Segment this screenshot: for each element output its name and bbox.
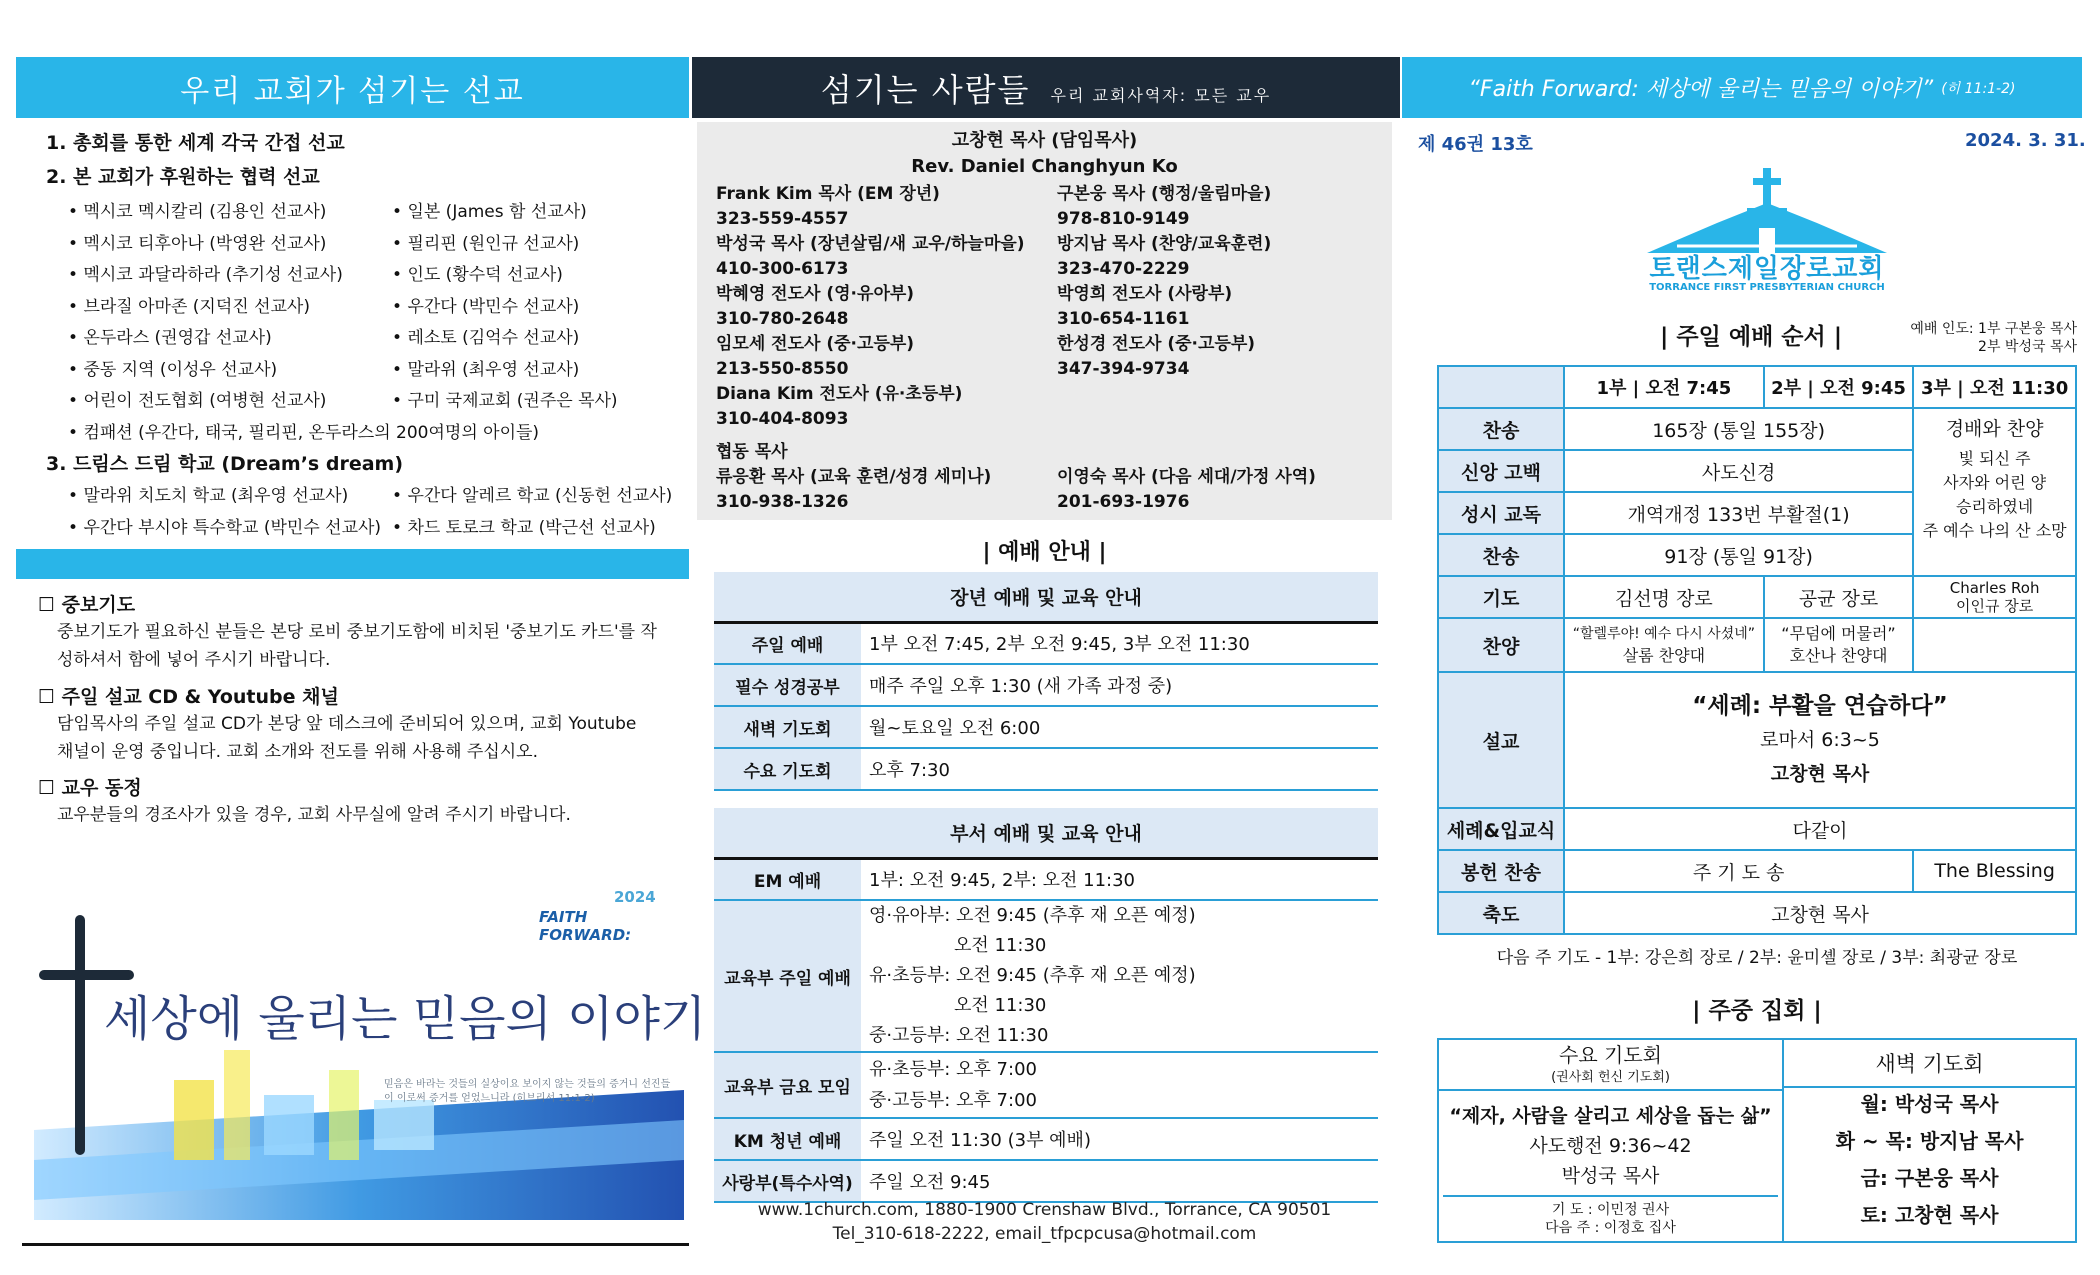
dawn-leader: 토: 고창현 목사 <box>1860 1203 1999 1227</box>
table-row <box>1438 618 2076 672</box>
list-item: • 우간다 부시야 특수학교 (박민수 선교사) <box>68 513 381 545</box>
row-value: 165장 (통일 155장) <box>1564 408 1913 450</box>
row-value: 1부 오전 7:45, 2부 오전 9:45, 3부 오전 11:30 <box>861 622 1378 664</box>
staff-phone: 347-394-9734 <box>1057 359 1190 379</box>
list-item: • 컴패션 (우간다, 태국, 필리핀, 온두라스의 200여명의 아이들) <box>68 418 539 450</box>
row-value: 고창현 목사 <box>1564 892 2076 934</box>
row-value: 1부: 오전 9:45, 2부: 오전 11:30 <box>861 858 1378 900</box>
wed-title: 수요 기도회 <box>1559 1043 1662 1067</box>
banner-title: 세상에 울리는 믿음의 이야기 <box>104 991 707 1047</box>
wed-sub: (권사회 헌신 기도회) <box>1551 1070 1670 1085</box>
list-item: • 필리핀 (원인규 선교사) <box>392 229 618 261</box>
row-value: 주일 오전 9:45 <box>861 1160 1378 1202</box>
service-1: 1부 | 오전 7:45 <box>1564 366 1764 408</box>
banner-year: 2024 <box>614 888 656 906</box>
dawn-title: 새벽 기도회 <box>1784 1040 2075 1088</box>
table-row <box>714 706 1378 748</box>
volume: 제 46권 13호 <box>1418 134 1533 155</box>
row-key: 찬송 <box>1438 408 1564 450</box>
schedule-line: 오전 11:30 <box>954 935 1047 956</box>
staff-phone: 310-404-8093 <box>716 409 849 429</box>
list-item: • 멕시코 티후아나 (박영완 선교사) <box>68 229 539 261</box>
right-header: “Faith Forward: 세상에 울리는 믿음의 이야기” (히 11:1-2) <box>1402 57 2082 118</box>
row-key: 사랑부(특수사역) <box>714 1160 861 1202</box>
wed-pastor: 박성국 목사 <box>1443 1161 1778 1197</box>
banner-verse: 믿음은 바라는 것들의 실상이요 보이지 않는 것들의 증거니 선진들이 이로써 증거를 얻었느니라 (히브리서 11:1-2) <box>384 1079 671 1104</box>
staff-left <box>716 182 1024 432</box>
faith-forward-banner <box>34 880 707 1220</box>
row-key: 축도 <box>1438 892 1564 934</box>
row-value: 다같이 <box>1564 808 2076 850</box>
table-row <box>1438 408 2076 450</box>
sermon-cell <box>1564 672 2076 808</box>
announce-body-prayer: 중보기도가 필요하신 분들은 본당 로비 중보기도함에 비치된 '중보기도 카드'를 작성하셔서 함에 넣어 주시기 바랍니다. <box>57 622 657 670</box>
wed-ref: 사도행전 9:36~42 <box>1529 1135 1692 1157</box>
divider-bar <box>16 549 689 579</box>
assoc-1 <box>716 465 991 515</box>
table-row <box>714 748 1378 790</box>
staff-name: 박성국 목사 (장년살림/새 교우/하늘마을) <box>716 234 1025 254</box>
table-row <box>1438 808 2076 850</box>
staff-name: 한성경 전도사 (중·고등부) <box>1057 334 1256 354</box>
list-item: • 말라위 치도치 학교 (최우영 선교사) <box>68 481 381 513</box>
announce-title-news: ☐ 교우 동정 <box>38 777 142 799</box>
row-key: 세례&입교식 <box>1438 808 1564 850</box>
row-key: 신앙 고백 <box>1438 450 1564 492</box>
schedule-line: 중·고등부: 오후 7:00 <box>869 1090 1037 1111</box>
row-value <box>861 900 1378 1052</box>
wed-detail <box>1438 1090 1783 1242</box>
schedule-line: 유·초등부: 오전 9:45 (추후 재 오픈 예정) <box>869 965 1196 986</box>
date: 2024. 3. 31. <box>1965 130 2086 151</box>
choir-song: “할렐루야! 예수 다시 사셨네” <box>1572 626 1755 642</box>
row-value: 매주 주일 오후 1:30 (새 가족 과정 중) <box>861 664 1378 706</box>
row-value <box>1564 618 1764 672</box>
staff-name: Frank Kim 목사 (EM 장년) <box>716 184 940 204</box>
list-item: • 차드 토로크 학교 (박근선 선교사) <box>392 513 672 545</box>
senior-pastor-en: Rev. Daniel Changhyun Ko <box>911 156 1178 177</box>
list-item: • 레소토 (김억수 선교사) <box>392 323 618 355</box>
dawn-cell <box>1783 1039 2076 1242</box>
staff-name: 류응환 목사 (교육 훈련/성경 세미나) <box>716 467 992 487</box>
table-row <box>1438 576 2076 618</box>
row-key: 주일 예배 <box>714 622 861 664</box>
staff-phone: 323-470-2229 <box>1057 259 1190 279</box>
table-row <box>1438 1039 2076 1090</box>
dream-list-right <box>392 481 672 544</box>
wed-prayer: 기 도 : 이민정 권사 <box>1551 1202 1670 1218</box>
row-key: 새벽 기도회 <box>714 706 861 748</box>
service-3: 3부 | 오전 11:30 <box>1913 366 2076 408</box>
row-value: 공균 장로 <box>1764 576 1913 618</box>
senior-pastor-name: 고창현 목사 (담임목사) <box>951 130 1138 151</box>
staff-phone: 310-938-1326 <box>716 492 849 512</box>
table-row <box>714 900 1378 1052</box>
order-title: | 주일 예배 순서 | <box>1660 324 1843 350</box>
table-title: 부서 예배 및 교육 안내 <box>714 808 1378 858</box>
row-key: 수요 기도회 <box>714 748 861 790</box>
church-logo <box>1637 168 1897 298</box>
dawn-leader: 금: 구본웅 목사 <box>1860 1166 1999 1190</box>
sermon-preacher: 고창현 목사 <box>1770 763 1870 785</box>
row-key: 찬양 <box>1438 618 1564 672</box>
row-key: KM 청년 예배 <box>714 1118 861 1160</box>
row-key: 설교 <box>1438 672 1564 808</box>
announce-body-news: 교우분들의 경조사가 있을 경우, 교회 사무실에 알려 주시기 바랍니다. <box>57 805 571 825</box>
schedule-line: 중·고등부: 오전 11:30 <box>869 1025 1049 1046</box>
row-value: 오후 7:30 <box>861 748 1378 790</box>
staff-name: 임모세 전도사 (중·고등부) <box>716 334 915 354</box>
choir-name: 호산나 찬양대 <box>1789 646 1888 665</box>
row-value: The Blessing <box>1913 850 2076 892</box>
bottom-rule-left <box>22 1243 689 1246</box>
wed-header <box>1438 1039 1783 1090</box>
staff-name: 구본웅 목사 (행정/울림마을) <box>1057 184 1272 204</box>
list-item: • 멕시코 과달라하라 (추기성 선교사) <box>68 260 539 292</box>
assoc-heading: 협동 목사 <box>716 442 788 462</box>
schedule-line: 유·초등부: 오후 7:00 <box>869 1059 1037 1080</box>
staff-phone: 201-693-1976 <box>1057 492 1190 512</box>
staff-phone: 310-654-1161 <box>1057 309 1190 329</box>
row-key: 교육부 금요 모임 <box>714 1052 861 1118</box>
table-row <box>714 1160 1378 1202</box>
announce-title-cd: ☐ 주일 설교 CD & Youtube 채널 <box>38 686 339 708</box>
table-row <box>714 1118 1378 1160</box>
table-row <box>1438 850 2076 892</box>
row-key: 봉헌 찬송 <box>1438 850 1564 892</box>
gathering-title: | 주중 집회 | <box>1692 998 1822 1024</box>
staff-name: 박영희 전도사 (사랑부) <box>1057 284 1233 304</box>
banner-ff: FAITH FORWARD: <box>539 908 632 944</box>
row-value: 사도신경 <box>1564 450 1913 492</box>
dawn-leader: 화 ~ 목: 방지남 목사 <box>1835 1129 2024 1153</box>
row-key: 필수 성경공부 <box>714 664 861 706</box>
row-value <box>1764 618 1913 672</box>
list-item: • 우간다 (박민수 선교사) <box>392 292 618 324</box>
staff-name: 박혜영 전도사 (영·유아부) <box>716 284 915 304</box>
list-item: • 말라위 (최우영 선교사) <box>392 355 618 387</box>
weekday-gathering-table <box>1437 1038 2077 1243</box>
schedule-line: 영·유아부: 오전 9:45 (추후 재 오픈 예정) <box>869 905 1196 926</box>
middle-header: 섬기는 사람들 우리 교회사역자: 모든 교우 <box>692 57 1400 118</box>
list-item: • 멕시코 멕시칼리 (김용인 선교사) <box>68 197 539 229</box>
sermon-ref: 로마서 6:3~5 <box>1760 729 1880 751</box>
dept-worship-table <box>714 808 1378 1203</box>
footer-address: www.1church.com, 1880-1900 Crenshaw Blvd., Torrance, CA 90501 <box>757 1200 1332 1220</box>
church-name-ko: 토랜스제일장로교회 <box>1649 254 1885 284</box>
table-row <box>714 664 1378 706</box>
choir-song: “무덤에 머물러” <box>1781 624 1896 643</box>
church-icon <box>1637 168 1897 258</box>
table-row <box>1438 892 2076 934</box>
row-key: 찬송 <box>1438 534 1564 576</box>
choir-name: 살롬 찬양대 <box>1622 646 1706 665</box>
list-item: • 중동 지역 (이성우 선교사) <box>68 355 539 387</box>
table-row <box>714 858 1378 900</box>
row-value: 주 기 도 송 <box>1564 850 1913 892</box>
row-value <box>861 1052 1378 1118</box>
announce-body-cd: 담임목사의 주일 설교 CD가 본당 앞 데스크에 준비되어 있으며, 교회 Youtube 채널이 운영 중입니다. 교회 소개와 전도를 위해 사용해 주십시오. <box>57 714 637 762</box>
row-value: 91장 (통일 91장) <box>1564 534 1913 576</box>
announce-title-prayer: ☐ 중보기도 <box>38 594 136 616</box>
church-name-en: TORRANCE FIRST PRESBYTERIAN CHURCH <box>1649 282 1885 293</box>
row-key: EM 예배 <box>714 858 861 900</box>
schedule-line: 오전 11:30 <box>954 995 1047 1016</box>
row-value: 주일 오전 11:30 (3부 예배) <box>861 1118 1378 1160</box>
footer-contact <box>697 1198 1392 1246</box>
leader-line: 2부 박성국 목사 <box>1978 339 2077 355</box>
prayer-name: Charles Roh <box>1949 579 2040 597</box>
list-item: • 일본 (James 함 선교사) <box>392 197 618 229</box>
list-item: • 구미 국제교회 (권주은 목사) <box>392 386 618 418</box>
table-row <box>714 622 1378 664</box>
footer-tel: Tel_310-618-2222, email_tfpcpcusa@hotmail.com <box>832 1224 1257 1244</box>
left-header: 우리 교회가 섬기는 선교 <box>16 57 689 118</box>
row-key: 기도 <box>1438 576 1564 618</box>
table-row <box>1438 672 2076 808</box>
staff-phone: 213-550-8550 <box>716 359 849 379</box>
staff-phone: 410-300-6173 <box>716 259 849 279</box>
leader-line: 예배 인도: 1부 구본웅 목사 <box>1910 321 2077 337</box>
row-value: 김선명 장로 <box>1564 576 1764 618</box>
praise-title: 경배와 찬양 <box>1945 418 2044 440</box>
list-item: • 온두라스 (권영갑 선교사) <box>68 323 539 355</box>
table-row <box>714 1052 1378 1118</box>
next-week-prayer: 다음 주 기도 - 1부: 강은희 장로 / 2부: 윤미셸 장로 / 3부: 최광균 장로 <box>1496 948 2018 968</box>
third-service-praise <box>1913 408 2076 576</box>
list-item: • 어린이 전도협회 (여병현 선교사) <box>68 386 539 418</box>
adult-worship-table <box>714 572 1378 791</box>
mission-list-right <box>392 197 618 418</box>
staff-phone: 323-559-4557 <box>716 209 849 229</box>
table-row <box>1438 366 2076 408</box>
mission-heading-3: 3. 드림스 드림 학교 (Dream’s dream) <box>46 453 404 475</box>
list-item: • 브라질 아마존 (지덕진 선교사) <box>68 292 539 324</box>
wed-next: 다음 주 : 이정호 집사 <box>1545 1220 1676 1236</box>
prayer-name: 이인규 장로 <box>1956 597 2034 615</box>
row-key: 성시 교독 <box>1438 492 1564 534</box>
staff-name: Diana Kim 전도사 (유·초등부) <box>716 384 963 404</box>
staff-phone: 310-780-2648 <box>716 309 849 329</box>
service-2: 2부 | 오전 9:45 <box>1764 366 1913 408</box>
row-value: 개역개정 133번 부활절(1) <box>1564 492 1913 534</box>
staff-name: 방지남 목사 (찬양/교육훈련) <box>1057 234 1272 254</box>
staff-name: 이영숙 목사 (다음 세대/가정 사역) <box>1057 467 1316 487</box>
staff-right <box>1057 182 1271 382</box>
worship-heading: | 예배 안내 | <box>982 540 1107 565</box>
dream-list-left <box>68 481 381 544</box>
senior-pastor <box>697 128 1392 180</box>
worship-leaders <box>1895 320 2077 356</box>
mission-heading-1: 1. 총회를 통한 세계 각국 간접 선교 <box>46 132 345 154</box>
assoc-2 <box>1057 465 1316 515</box>
row-value: 월~토요일 오전 6:00 <box>861 706 1378 748</box>
sermon-title: “세례: 부활을 연습하다” <box>1692 693 1948 719</box>
row-key: 교육부 주일 예배 <box>714 900 861 1052</box>
list-item: • 우간다 알레르 학교 (신동헌 선교사) <box>392 481 672 513</box>
staff-phone: 978-810-9149 <box>1057 209 1190 229</box>
mission-heading-2: 2. 본 교회가 후원하는 협력 선교 <box>46 166 320 188</box>
praise-songs: 빛 되신 주 사자와 어린 양 승리하였네 주 예수 나의 산 소망 <box>1922 449 2067 540</box>
list-item: • 인도 (황수덕 선교사) <box>392 260 618 292</box>
wed-sermon-title: “제자, 사람을 살리고 세상을 돕는 삶” <box>1449 1105 1772 1127</box>
order-of-service-table <box>1437 365 2077 935</box>
table-title: 장년 예배 및 교육 안내 <box>714 572 1378 622</box>
row-value <box>1913 576 2076 618</box>
dawn-leader: 월: 박성국 목사 <box>1860 1092 1999 1116</box>
